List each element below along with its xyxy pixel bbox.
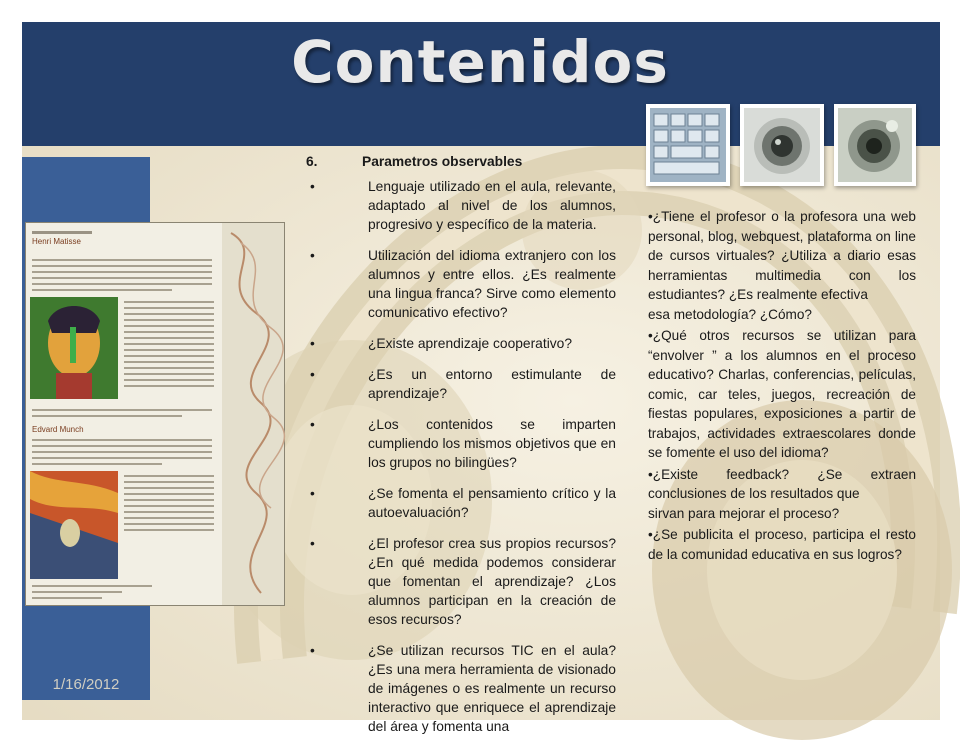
right-bullet-item [648,465,916,524]
bullet-marker: • [648,466,653,482]
bullet-marker: • [310,643,315,658]
right-bullet-text: ¿Qué otros recursos se utilizan para “envolver ” a los alumnos en el proceso educativo? Charlas, conferencias, películas, comic, car teles, juegos, recreación de fiestas populares, exposiciones a partir de trabajos, actividades extraescolares donde se fomente el uso del idioma? [648,328,916,460]
left-bullet-item [300,365,616,403]
left-bullet-text: Lenguaje utilizado en el aula, relevante, adaptado al nivel de los alumnos, progresivo y específico de la materia. [368,179,616,232]
section-title: Parametros observables [362,154,523,169]
webcam-icon [740,104,824,186]
bullet-marker: • [310,336,315,351]
left-bullet-item [300,641,616,736]
right-bullet-list [648,207,916,564]
slide-title: Contenidos [291,28,669,96]
left-bullet-item [300,177,616,234]
right-bullet-item [648,525,916,564]
slide-date: 1/16/2012 [52,676,120,693]
left-bullet-text: ¿Es un entorno estimulante de aprendizaje? [368,367,616,401]
bullet-marker: • [310,248,315,263]
bullet-marker: • [310,417,315,432]
left-bullet-item [300,415,616,472]
left-bullet-list [300,177,616,736]
left-bullet-text: ¿Se fomenta el pensamiento crítico y la autoevaluación? [368,486,616,520]
left-bullet-text: Utilización del idioma extranjero con los alumnos y entre ellos. ¿Es realmente una lingua franca? Sirve como elemento comunicativo efectivo? [368,248,616,320]
bullet-marker: • [310,486,315,501]
bullet-marker: • [310,179,315,194]
right-bullet-item [648,207,916,324]
website-heading-2: Edvard Munch [32,425,84,434]
website-heading-1: Henri Matisse [32,237,81,246]
keyboard-icon [646,104,730,186]
left-bullet-item [300,334,616,353]
lens-photo [834,104,916,186]
bullet-marker: • [648,527,653,542]
right-bullet-text: ¿Existe feedback? ¿Se extraen conclusiones de los resultados que [648,466,916,501]
lens-icon [834,104,916,186]
bullet-marker: • [310,367,315,382]
section-heading [300,152,616,171]
right-bullet-item [648,326,916,463]
bullet-marker: • [648,209,653,224]
left-bullet-text: ¿El profesor crea sus propios recursos? ¿En qué medida podemos considerar que fomentan el aprendizaje? ¿Los alumnos participan en la creación de esos recursos? [368,536,616,627]
bullet-marker: • [310,536,315,551]
website-screenshot [25,222,285,606]
webcam-photo [740,104,824,186]
left-bullet-item [300,484,616,522]
right-bullet-continuation: esa metodología? ¿Cómo? [648,306,812,322]
left-text-column [300,152,616,748]
section-number: 6. [306,154,318,169]
right-bullet-text: ¿Tiene el profesor o la profesora una web personal, blog, webquest, plataforma on line de cursos virtuales? ¿Utiliza a diario esas herramientas multimedia con los estudiantes? ¿Es realmente efectiva [648,209,916,302]
left-bullet-item [300,534,616,629]
left-bullet-text: ¿Existe aprendizaje cooperativo? [368,336,573,351]
right-bullet-continuation: sirvan para mejorar el proceso? [648,505,840,521]
right-text-column [648,207,916,566]
left-bullet-text: ¿Se utilizan recursos TIC en el aula? ¿Es una mera herramienta de visionado de imágenes o es realmente un recurso interactivo que enriquece el aprendizaje del área y fomenta una [368,643,616,734]
left-bullet-text: ¿Los contenidos se imparten cumpliendo los mismos objetivos que en los grupos no bilingües? [368,417,616,470]
bullet-marker: • [648,328,653,343]
left-bullet-item [300,246,616,322]
website-screenshot-image [26,223,284,605]
keyboard-photo [646,104,730,186]
right-bullet-text: ¿Se publicita el proceso, participa el resto de la comunidad educativa en sus logros? [648,527,916,562]
